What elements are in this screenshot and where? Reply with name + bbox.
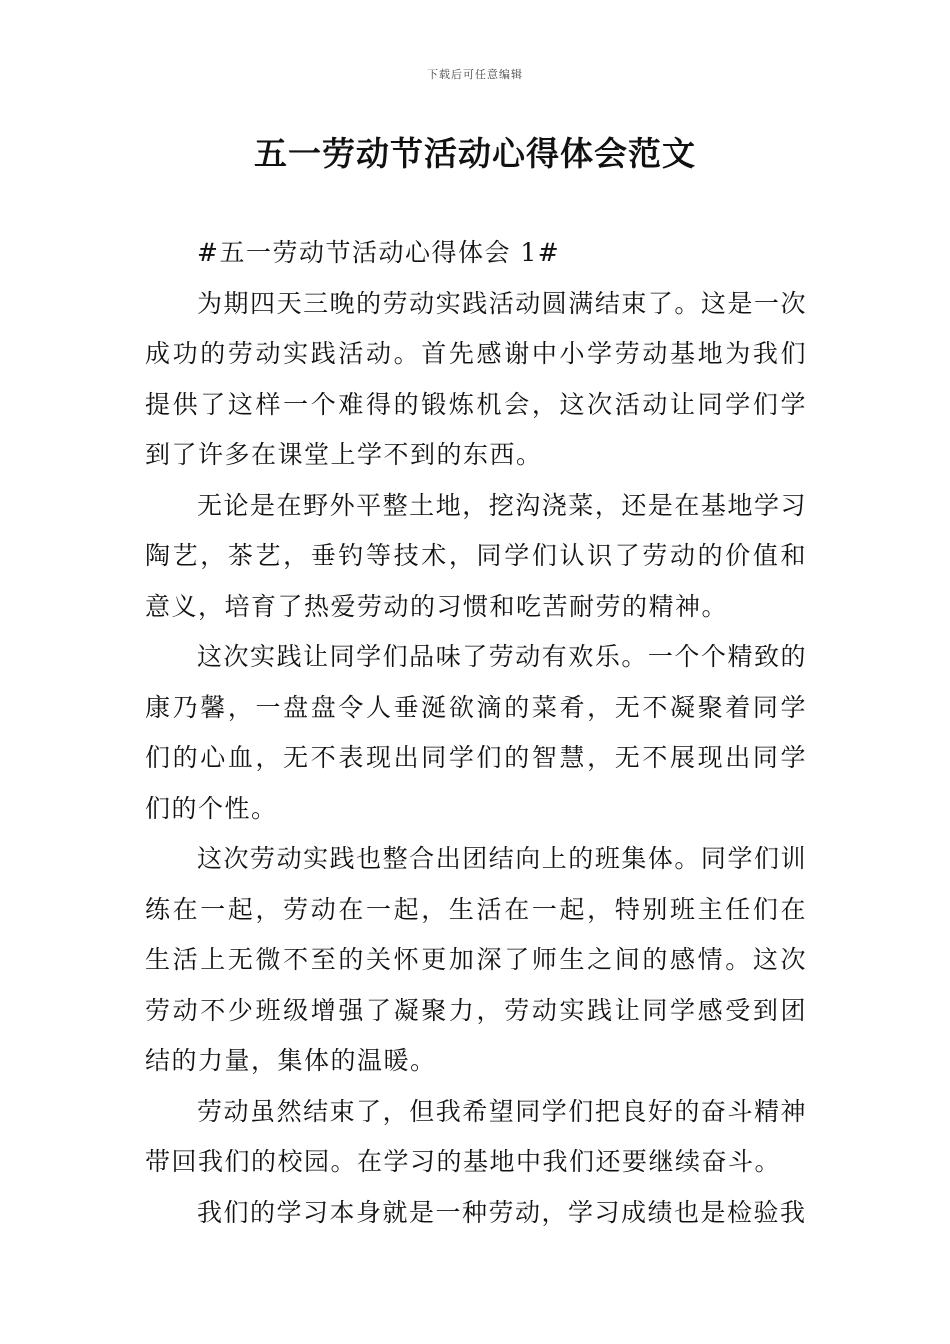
header-note: 下载后可任意编辑 xyxy=(427,68,523,81)
paragraph: 劳动虽然结束了，但我希望同学们把良好的奋斗精神带回我们的校园。在学习的基地中我们还要继续奋斗。 xyxy=(145,1096,807,1176)
paragraph: 这次劳动实践也整合出团结向上的班集体。同学们训练在一起，劳动在一起，生活在一起，特别班主任们在生活上无微不至的关怀更加深了师生之间的感情。这次劳动不少班级增强了凝聚力，劳动实践让同学感受到团结的力量，集体的温暖。 xyxy=(145,844,807,1075)
document-body xyxy=(145,228,807,1238)
section-heading: #五一劳动节活动心得体会 1# xyxy=(197,238,561,267)
paragraph: 无论是在野外平整土地，挖沟浇菜，还是在基地学习陶艺，茶艺，垂钓等技术，同学们认识了劳动的价值和意义，培育了热爱劳动的习惯和吃苦耐劳的精神。 xyxy=(145,490,807,621)
paragraph: 这次实践让同学们品味了劳动有欢乐。一个个精致的康乃馨，一盘盘令人垂涎欲滴的菜肴，无不凝聚着同学们的心血，无不表现出同学们的智慧，无不展现出同学们的个性。 xyxy=(145,642,807,823)
paragraph: 我们的学习本身就是一种劳动，学习成绩也是检验我 xyxy=(197,1197,807,1227)
paragraph: 为期四天三晚的劳动实践活动圆满结束了。这是一次成功的劳动实践活动。首先感谢中小学劳动基地为我们提供了这样一个难得的锻炼机会，这次活动让同学们学到了许多在课堂上学不到的东西。 xyxy=(145,288,807,469)
document-title: 五一劳动节活动心得体会范文 xyxy=(254,134,696,173)
